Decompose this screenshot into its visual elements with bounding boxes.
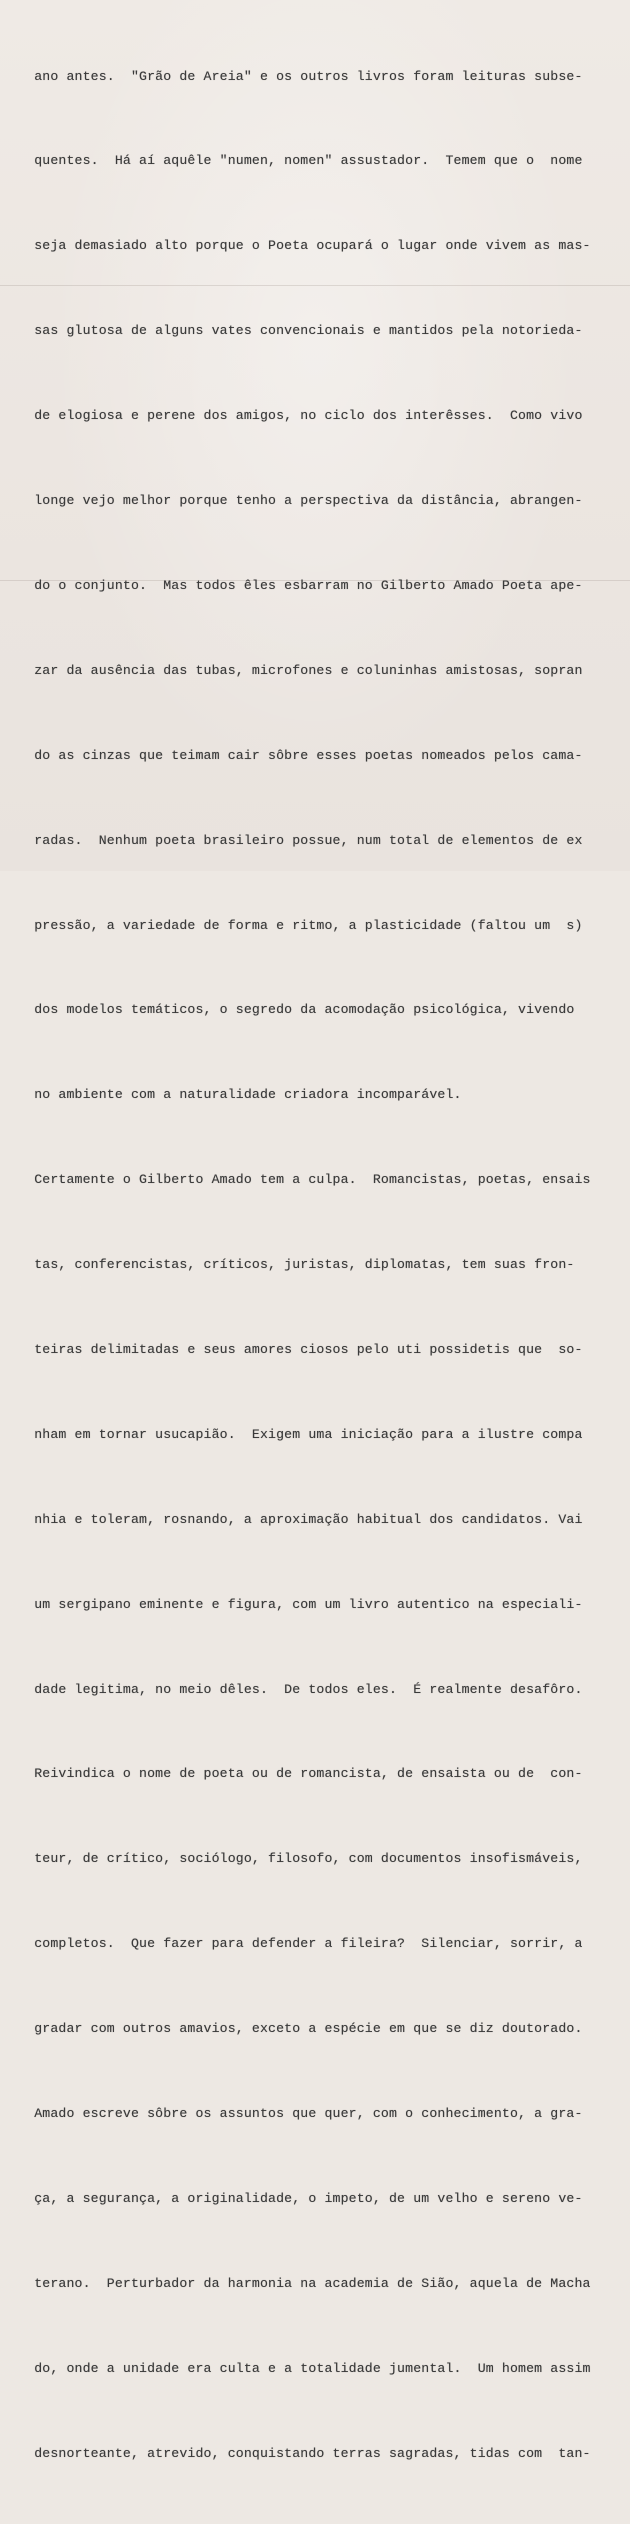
text-line: tas, conferencistas, críticos, juristas, diplomatas, tem suas fron- bbox=[10, 1257, 575, 1273]
text-line: quentes. Há aí aquêle "numen, nomen" assustador. Temem que o nome bbox=[10, 153, 583, 169]
text-line: dos modelos temáticos, o segredo da acomodação psicológica, vivendo bbox=[10, 1002, 575, 1018]
text-line: desnorteante, atrevido, conquistando terras sagradas, tidas com tan- bbox=[10, 2445, 591, 2461]
text-line: do, onde a unidade era culta e a totalidade jumental. Um homem assim bbox=[10, 2360, 591, 2376]
text-line: zar da ausência das tubas, microfones e coluninhas amistosas, sopran bbox=[10, 662, 583, 678]
text-line: Certamente o Gilberto Amado tem a culpa. Romancistas, poetas, ensais bbox=[10, 1172, 591, 1188]
text-line: dade legitima, no meio dêles. De todos eles. É realmente desafôro. bbox=[10, 1681, 583, 1697]
text-line: do as cinzas que teimam cair sôbre esses poetas nomeados pelos cama- bbox=[10, 747, 583, 763]
text-line: ça, a segurança, a originalidade, o impeto, de um velho e sereno ve- bbox=[10, 2190, 583, 2206]
text-line: nham em tornar usucapião. Exigem uma iniciação para a ilustre compa bbox=[10, 1426, 583, 1442]
text-line: sas glutosa de alguns vates convencionais e mantidos pela notorieda- bbox=[10, 323, 583, 339]
text-line: longe vejo melhor porque tenho a perspectiva da distância, abrangen- bbox=[10, 493, 583, 509]
text-line: no ambiente com a naturalidade criadora incomparável. bbox=[10, 1087, 462, 1103]
text-line: terano. Perturbador da harmonia na academia de Sião, aquela de Macha bbox=[10, 2275, 591, 2291]
text-line: um sergipano eminente e figura, com um livro autentico na especiali- bbox=[10, 1596, 583, 1612]
text-line: pressão, a variedade de forma e ritmo, a plasticidade (faltou um s) bbox=[10, 917, 583, 933]
text-line: de elogiosa e perene dos amigos, no ciclo dos interêsses. Como vivo bbox=[10, 408, 583, 424]
text-line: teiras delimitadas e seus amores ciosos pelo uti possidetis que so- bbox=[10, 1341, 583, 1357]
text-line: teur, de crítico, sociólogo, filosofo, com documentos insofismáveis, bbox=[10, 1851, 583, 1867]
text-line: ano antes. "Grão de Areia" e os outros livros foram leituras subse- bbox=[10, 68, 583, 84]
text-line: nhia e toleram, rosnando, a aproximação habitual dos candidatos. Vai bbox=[10, 1511, 583, 1527]
text-line: Amado escreve sôbre os assuntos que quer, com o conhecimento, a gra- bbox=[10, 2105, 583, 2121]
typewritten-text-block bbox=[10, 6, 622, 2524]
text-line: completos. Que fazer para defender a fileira? Silenciar, sorrir, a bbox=[10, 1936, 583, 1952]
text-line: seja demasiado alto porque o Poeta ocupará o lugar onde vivem as mas- bbox=[10, 238, 591, 254]
text-line: do o conjunto. Mas todos êles esbarram no Gilberto Amado Poeta ape- bbox=[10, 577, 583, 593]
text-line: gradar com outros amavios, exceto a espécie em que se diz doutorado. bbox=[10, 2021, 583, 2037]
text-line: radas. Nenhum poeta brasileiro possue, num total de elementos de ex bbox=[10, 832, 583, 848]
text-line: Reivindica o nome de poeta ou de romancista, de ensaista ou de con- bbox=[10, 1766, 583, 1782]
